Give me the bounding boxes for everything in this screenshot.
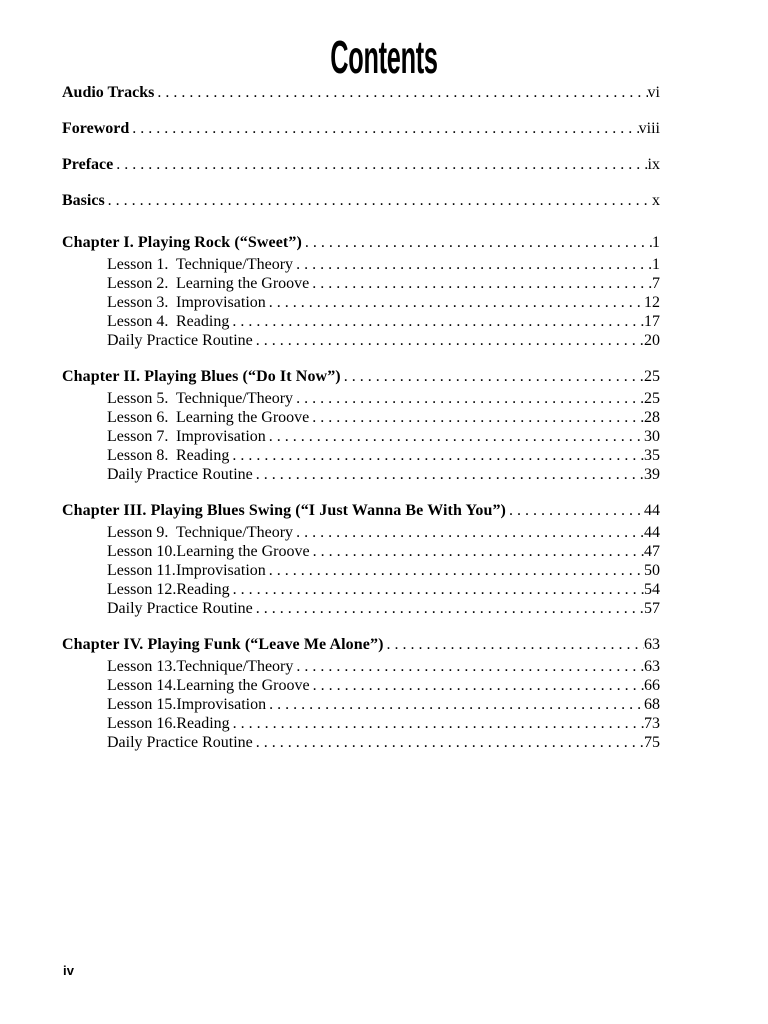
lesson-number: Lesson 11.	[107, 562, 176, 579]
dot-leader	[309, 274, 652, 293]
lesson-title: Technique/Theory	[176, 658, 294, 675]
dot-leader	[293, 389, 644, 408]
lesson-title: Improvisation	[176, 428, 266, 445]
lesson-number: Lesson 16.	[107, 715, 177, 732]
dot-leader	[229, 312, 644, 331]
lesson-number: Lesson 12.	[107, 581, 177, 598]
dot-leader	[253, 599, 644, 618]
lesson-number: Lesson 5.	[107, 390, 169, 407]
dot-leader	[266, 427, 644, 446]
lesson-entry	[62, 408, 660, 427]
daily-practice-entry	[62, 733, 660, 752]
lesson-number: Lesson 13.	[107, 658, 177, 675]
daily-practice-entry	[62, 599, 660, 618]
dot-leader	[266, 293, 644, 312]
toc-entry-page: ix	[647, 156, 660, 173]
lesson-title: Improvisation	[176, 696, 267, 713]
lesson-number: Lesson 4.	[107, 313, 169, 330]
lesson-page: 50	[644, 562, 660, 579]
chapter-page: 63	[644, 636, 660, 653]
lesson-page: 30	[644, 428, 660, 445]
lesson-page: 66	[644, 677, 660, 694]
dot-leader	[310, 542, 644, 561]
toc-entry-label: Basics	[62, 192, 105, 209]
lesson-number: Lesson 7.	[107, 428, 169, 445]
chapter-heading	[62, 367, 660, 386]
lesson-entry	[62, 523, 660, 542]
dot-leader	[266, 695, 644, 714]
toc-entry-foreword	[62, 120, 660, 137]
chapter-heading	[62, 635, 660, 654]
lesson-number: Lesson 6.	[107, 409, 169, 426]
chapter-list	[62, 233, 660, 752]
lesson-title: Daily Practice Routine	[107, 734, 253, 751]
toc-entry-label: Foreword	[62, 120, 130, 137]
dot-leader	[302, 233, 652, 252]
toc-entry-label: Audio Tracks	[62, 84, 155, 101]
lesson-page: 44	[644, 524, 660, 541]
lesson-title: Learning the Groove	[176, 275, 310, 292]
lesson-title: Technique/Theory	[176, 390, 294, 407]
toc-entry-label: Preface	[62, 156, 114, 173]
lesson-title: Improvisation	[176, 294, 266, 311]
toc-entry-page: x	[652, 192, 660, 209]
dot-leader	[506, 501, 644, 520]
lesson-title: Reading	[176, 581, 230, 598]
lesson-number: Lesson 1.	[107, 256, 169, 273]
daily-practice-entry	[62, 465, 660, 484]
dot-leader	[105, 192, 652, 209]
toc-entry-page: viii	[638, 120, 660, 137]
lesson-entry	[62, 695, 660, 714]
lesson-entry	[62, 676, 660, 695]
lesson-page: 47	[644, 543, 660, 560]
dot-leader	[293, 523, 644, 542]
lesson-title: Daily Practice Routine	[107, 600, 253, 617]
chapter-title: Chapter IV. Playing Funk (“Leave Me Alone”)	[62, 636, 384, 653]
chapter-section-1	[62, 233, 660, 350]
toc-entry-basics	[62, 192, 660, 209]
folio-page-number: iv	[63, 963, 75, 978]
lesson-title: Reading	[176, 447, 230, 464]
lesson-title: Reading	[176, 715, 230, 732]
lesson-number: Lesson 15.	[107, 696, 177, 713]
lesson-title: Improvisation	[176, 562, 266, 579]
lesson-page: 7	[652, 275, 660, 292]
dot-leader	[293, 255, 652, 274]
dot-leader	[129, 120, 638, 137]
chapter-title: Chapter I. Playing Rock (“Sweet”)	[62, 234, 302, 251]
lesson-page: 12	[644, 294, 660, 311]
chapter-heading	[62, 501, 660, 520]
dot-leader	[266, 561, 644, 580]
lesson-title: Reading	[176, 313, 230, 330]
lesson-entry	[62, 561, 660, 580]
lesson-number: Lesson 14.	[107, 677, 177, 694]
toc-content	[62, 84, 660, 752]
lesson-entry	[62, 389, 660, 408]
dot-leader	[230, 714, 644, 733]
chapter-page: 1	[652, 234, 660, 251]
dot-leader	[341, 367, 644, 386]
toc-entry-preface	[62, 156, 660, 173]
lesson-page: 1	[652, 256, 660, 273]
lesson-number: Lesson 9.	[107, 524, 169, 541]
lesson-entry	[62, 274, 660, 293]
lesson-number: Lesson 8.	[107, 447, 169, 464]
lesson-entry	[62, 580, 660, 599]
chapter-page: 25	[644, 368, 660, 385]
chapter-title: Chapter II. Playing Blues (“Do It Now”)	[62, 368, 341, 385]
chapter-page: 44	[644, 502, 660, 519]
dot-leader	[253, 733, 644, 752]
dot-leader	[309, 408, 644, 427]
lesson-page: 54	[644, 581, 660, 598]
lesson-entry	[62, 427, 660, 446]
lesson-title: Learning the Groove	[176, 543, 310, 560]
lesson-entry	[62, 542, 660, 561]
dot-leader	[230, 580, 644, 599]
dot-leader	[310, 676, 644, 695]
lesson-title: Technique/Theory	[176, 256, 294, 273]
chapter-section-2	[62, 367, 660, 484]
lesson-page: 57	[644, 600, 660, 617]
lesson-title: Daily Practice Routine	[107, 466, 253, 483]
lesson-page: 75	[644, 734, 660, 751]
lesson-number: Lesson 3.	[107, 294, 169, 311]
dot-leader	[253, 465, 644, 484]
dot-leader	[154, 84, 647, 101]
lesson-entry	[62, 446, 660, 465]
lesson-page: 73	[644, 715, 660, 732]
lesson-number: Lesson 10.	[107, 543, 177, 560]
lesson-entry	[62, 312, 660, 331]
chapter-heading	[62, 233, 660, 252]
lesson-page: 39	[644, 466, 660, 483]
lesson-page: 28	[644, 409, 660, 426]
page-title: Contents	[330, 31, 438, 83]
lesson-page: 63	[644, 658, 660, 675]
dot-leader	[293, 657, 644, 676]
lesson-page: 20	[644, 332, 660, 349]
chapter-title: Chapter III. Playing Blues Swing (“I Just Wanna Be With You”)	[62, 502, 506, 519]
lesson-number: Lesson 2.	[107, 275, 169, 292]
daily-practice-entry	[62, 331, 660, 350]
lesson-entry	[62, 657, 660, 676]
dot-leader	[229, 446, 644, 465]
lesson-entry	[62, 714, 660, 733]
lesson-page: 68	[644, 696, 660, 713]
lesson-title: Learning the Groove	[176, 677, 310, 694]
dot-leader	[253, 331, 644, 350]
lesson-page: 35	[644, 447, 660, 464]
toc-entry-page: vi	[647, 84, 660, 101]
dot-leader	[113, 156, 647, 173]
lesson-entry	[62, 255, 660, 274]
dot-leader	[384, 635, 645, 654]
lesson-entry	[62, 293, 660, 312]
lesson-title: Daily Practice Routine	[107, 332, 253, 349]
toc-entry-audio-tracks	[62, 84, 660, 101]
lesson-page: 25	[644, 390, 660, 407]
lesson-page: 17	[644, 313, 660, 330]
chapter-section-4	[62, 635, 660, 752]
lesson-title: Learning the Groove	[176, 409, 310, 426]
lesson-title: Technique/Theory	[176, 524, 294, 541]
chapter-section-3	[62, 501, 660, 618]
